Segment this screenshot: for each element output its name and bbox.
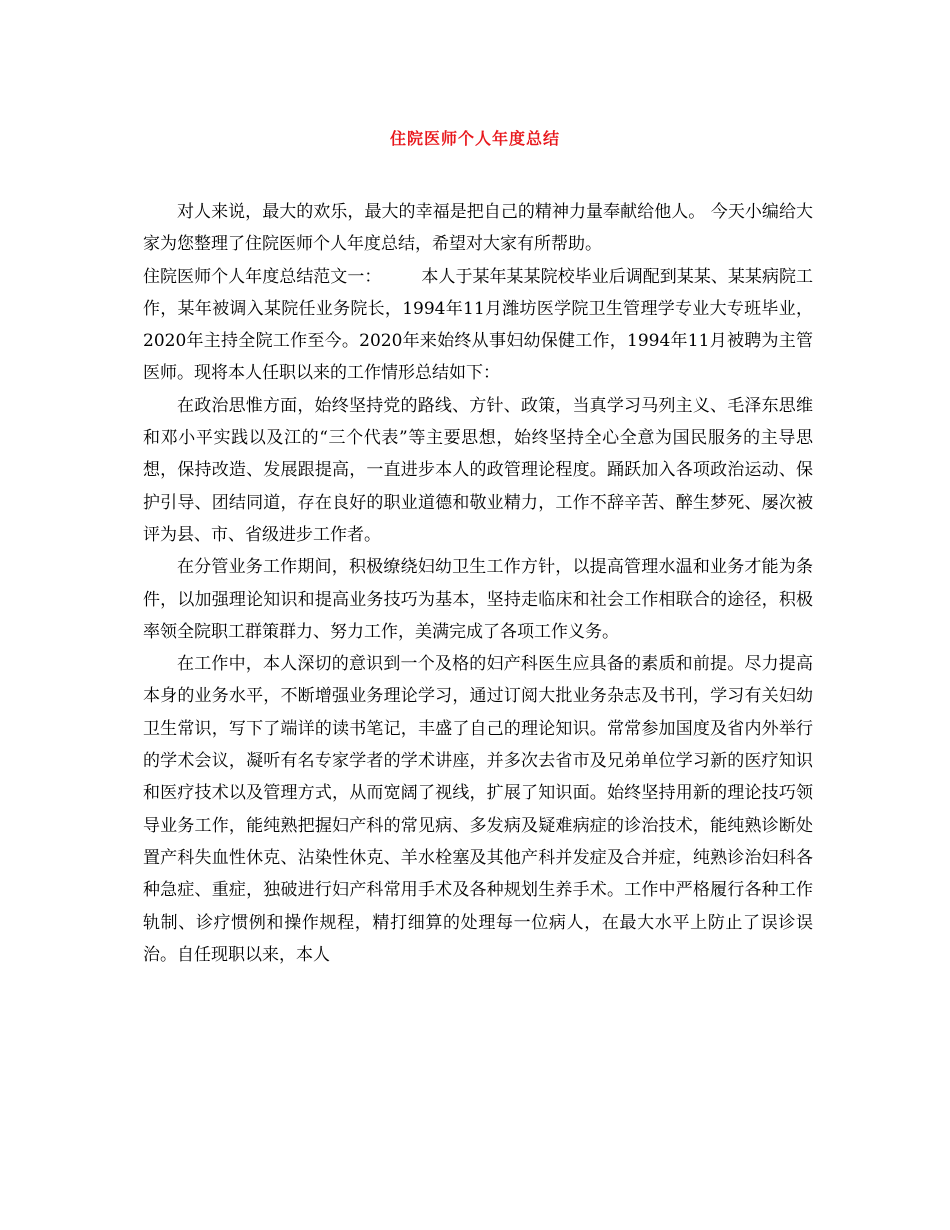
body-paragraph-work: 在工作中，本人深切的意识到一个及格的妇产科医生应具备的素质和前提。尽力提高本身的业务水平，不断增强业务理论学习，通过订阅大批业务杂志及书刊，学习有关妇幼卫生常识，写下了端详的读书笔记，丰盛了自己的理论知识。常常参加国度及省内外举行的学术会议，凝听有名专家学者的学术讲座，并多次去省市及兄弟单位学习新的医疗知识和医疗技术以及管理方式，从而宽阔了视线，扩展了知识面。始终坚持用新的理论技巧领导业务工作，能纯熟把握妇产科的常见病、多发病及疑难病症的诊治技术，能纯熟诊断处置产科失血性休克、沾染性休克、羊水栓塞及其他产科并发症及合并症，纯熟诊治妇科各种急症、重症，独破进行妇产科常用手术及各种规划生养手术。工作中严格履行各种工作轨制、诊疗惯例和操作规程，精打细算的处理每一位病人，在最大水平上防止了误诊误治。自任现职以来，本人 xyxy=(143,654,813,965)
document-title: 住院医师个人年度总结 xyxy=(389,129,560,148)
body-paragraph-politics: 在政治思惟方面，始终坚持党的路线、方针、政策，当真学习马列主义、毛泽东思维和邓小平实践以及江的“三个代表”等主要思想，始终坚持全心全意为国民服务的主导思想，保持改造、发展跟提高，一直进步本人的政管理论程度。踊跃加入各项政治运动、保护引导、团结同道，存在良好的职业道德和敬业精力，工作不辞辛苦、醉生梦死、屡次被评为县、市、省级进步工作者。 xyxy=(143,395,813,545)
document-body xyxy=(143,196,813,971)
sample-first-paragraph: 本人于某年某某院校毕业后调配到某某、某某病院工作，某年被调入某院任业务院长，1994年11月潍坊医学院卫生管理学专业大专班毕业，2020年主持全院工作至今。2020年来始终从事妇幼保健工作，1994年11月被聘为主管医师。现将本人任职以来的工作情形总结如下： xyxy=(143,266,814,384)
sample-paragraph xyxy=(143,261,813,390)
sample-heading: 住院医师个人年度总结范文一： xyxy=(143,266,382,287)
body-paragraph-management: 在分管业务工作期间，积极缭绕妇幼卫生工作方针，以提高管理水温和业务才能为条件，以加强理论知识和提高业务技巧为基本，坚持走临床和社会工作相联合的途径，积极率领全院职工群策群力、努力工作，美满完成了各项工作义务。 xyxy=(143,557,813,642)
intro-paragraph: 对人来说，最大的欢乐，最大的幸福是把自己的精神力量奉献给他人。 今天小编给大家为您整理了住院医师个人年度总结，希望对大家有所帮助。 xyxy=(143,202,813,255)
